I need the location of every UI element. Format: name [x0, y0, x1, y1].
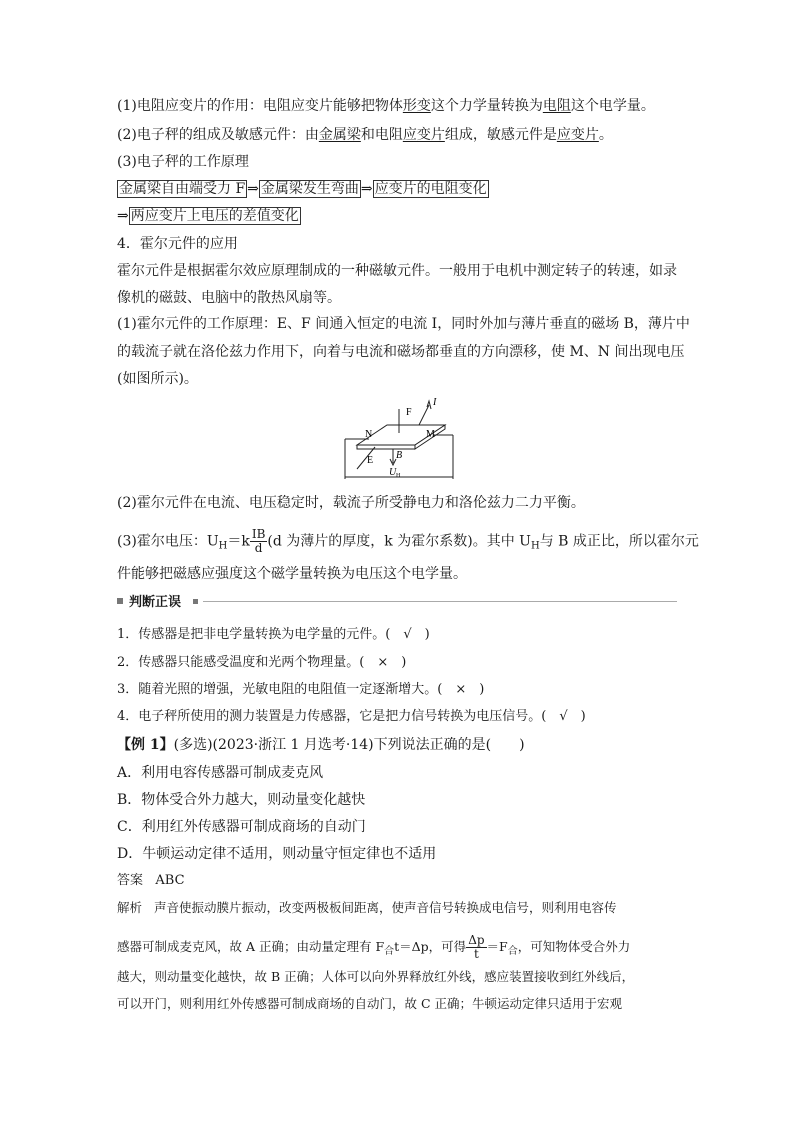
bullet-square-icon	[117, 598, 123, 604]
analysis-line-4: 可以开门，则利用红外传感器可制成商场的自动门，故 C 正确；牛顿运动定律只适用于宏观	[117, 996, 623, 1011]
formula-fraction: $\frac{IB}{d}$	[251, 527, 266, 555]
paragraph-hall-conversion: 件能够把磁感应强度这个磁学量转换为电压这个电学量。	[117, 566, 467, 582]
answer-line: 答案 ABC	[117, 873, 185, 888]
hall-element-diagram	[335, 397, 465, 483]
flow-chart-line-2	[117, 206, 301, 226]
paragraph-hall-balance: (2)霍尔元件在电流、电压稳定时，载流子所受静电力和洛伦兹力二力平衡。	[117, 495, 585, 511]
arrow-icon: ⇒	[247, 181, 259, 197]
arrow-icon: ⇒	[360, 181, 373, 197]
option-d: D．牛顿运动定律不适用，则动量守恒定律也不适用	[117, 846, 437, 862]
label-m: M	[426, 429, 435, 440]
paragraph-hall-intro-2: 像机的磁鼓、电脑中的散热风扇等。	[117, 290, 341, 306]
label-b: B	[396, 450, 403, 461]
paragraph-hall-voltage: (3)霍尔电压：$U_H=k$ $\frac{IB}{d}$ (d 为薄片的厚度，k 为霍尔系数)。其中 $U_H$与 B 成正比，所以霍尔元	[117, 527, 699, 555]
option-b: B．物体受合外力越大，则动量变化越快	[117, 792, 366, 808]
option-c: C．利用红外传感器可制成商场的自动门	[117, 819, 366, 835]
paragraph-strain-gauge-function: (1)电阻应变片的作用：电阻应变片能够把物体形变这个力学量转换为电阻这个电学量。	[117, 98, 655, 114]
section-title-hall-element: 4．霍尔元件的应用	[117, 236, 238, 252]
formula-fraction: $\frac{\Delta p}{t}$	[468, 933, 485, 961]
label-i: I	[433, 397, 437, 408]
judge-item-4: 4．电子秤所使用的测力装置是力传感器，它是把力信号转换为电压信号。( √ )	[117, 709, 586, 724]
wire-current-in	[419, 405, 429, 425]
option-a: A．利用电容传感器可制成麦克风	[117, 765, 324, 781]
analysis-line-3: 越大，则动量变化越快，故 B 正确；人体可以向外界释放红外线，感应装置接收到红外线后，	[117, 969, 635, 984]
label-u: U	[389, 467, 397, 478]
flow-box-bend: 金属梁发生弯曲	[260, 181, 359, 197]
hall-plate-edge	[357, 445, 415, 449]
label-e: E	[367, 455, 374, 466]
judge-item-2: 2．传感器只能感受温度和光两个物理量。( × )	[117, 655, 407, 670]
arrow-icon: ⇒	[117, 208, 129, 224]
paragraph-scale-composition: (2)电子秤的组成及敏感元件：由金属梁和电阻应变片组成，敏感元件是应变片。	[117, 127, 613, 143]
bullet-square-icon	[193, 599, 198, 604]
paragraph-hall-principle-2: 的载流子就在洛伦兹力作用下，向着与电流和磁场都垂直的方向漂移，使 M、N 间出现电压	[117, 344, 685, 360]
judge-item-3: 3．随着光照的增强，光敏电阻的电阻值一定逐渐增大。( × )	[117, 682, 485, 697]
paragraph-hall-intro-1: 霍尔元件是根据霍尔效应原理制成的一种磁敏元件。一般用于电机中测定转子的转速，如录	[117, 263, 677, 279]
example-question: 【例 1】(多选)(2023·浙江 1 月选考·14)下列说法正确的是( )	[117, 737, 525, 753]
label-f: F	[406, 407, 412, 418]
analysis-line-1: 解析 声音使振动膜片振动，改变两极板间距离，使声音信号转换成电信号，则利用电容传	[117, 900, 617, 915]
flow-box-resistance: 应变片的电阻变化	[374, 181, 487, 197]
label-n: N	[365, 429, 373, 440]
flow-chart-line-1	[117, 179, 489, 199]
heading-rule	[203, 601, 677, 602]
paragraph-scale-principle-heading: (3)电子秤的工作原理	[117, 154, 249, 170]
analysis-line-2: 感器可制成麦克风，故 A 正确；由动量定理有 $F_合t=\Delta p$，可得 $\frac{\Delta p}{t}$ $=F_合$，可知物体受合外力	[117, 933, 631, 961]
flow-box-voltage: 两应变片上电压的差值变化	[130, 208, 299, 224]
flow-box-force: 金属梁自由端受力 F	[119, 181, 246, 197]
label-h: H	[396, 473, 401, 479]
judge-item-1: 1．传感器是把非电学量转换为电学量的元件。( √ )	[117, 627, 430, 642]
paragraph-hall-principle-3: (如图所示)。	[117, 371, 198, 387]
judge-section-heading: 判断正误	[117, 592, 677, 610]
paragraph-hall-principle-1: (1)霍尔元件的工作原理：E、F 间通入恒定的电流 I，同时外加与薄片垂直的磁场 B，薄片中	[117, 316, 690, 332]
